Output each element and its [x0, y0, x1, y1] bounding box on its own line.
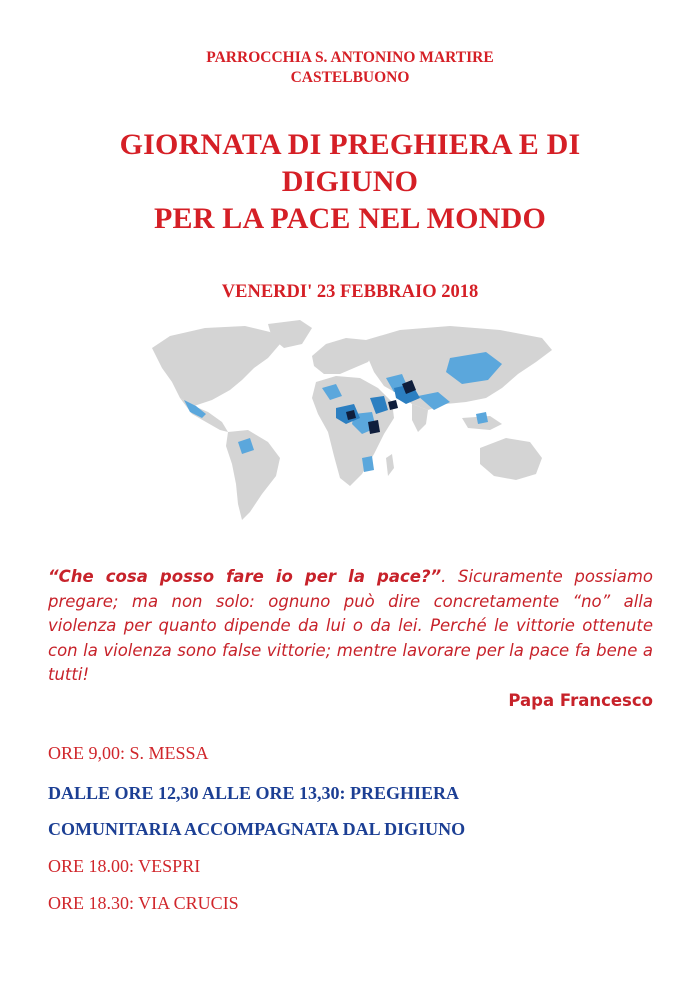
parish-town: CASTELBUONO	[290, 69, 410, 86]
schedule-prayer-line-1: DALLE ORE 12,30 ALLE ORE 13,30: PREGHIERA	[48, 783, 460, 803]
parish-name: PARROCCHIA S. ANTONINO MARTIRE	[206, 49, 494, 66]
event-date: VENERDI' 23 FEBBRAIO 2018	[221, 282, 479, 302]
event-title	[0, 126, 700, 237]
title-line-3: PER LA PACE NEL MONDO	[153, 202, 546, 235]
world-map-icon	[150, 318, 555, 523]
parish-header	[0, 48, 700, 88]
schedule-mass: ORE 9,00: S. MESSA	[48, 743, 209, 763]
pope-quote	[48, 565, 653, 688]
title-line-2: DIGIUNO	[281, 165, 419, 198]
schedule-via-crucis: ORE 18.30: VIA CRUCIS	[48, 893, 239, 913]
title-line-1: GIORNATA DI PREGHIERA E DI	[119, 128, 581, 161]
quote-lead: “Che cosa posso fare io per la pace?”	[48, 567, 442, 586]
quote-author: Papa Francesco	[508, 691, 653, 710]
schedule-prayer-line-2: COMUNITARIA ACCOMPAGNATA DAL DIGIUNO	[48, 819, 466, 839]
quote-body: . Sicuramente possiamo pregare; ma non solo: ognuno può dire concretamente “no” alla violenza per quanto dipende da lui o da lei. Perché le vittorie ottenute con la violenza sono false vittorie; mentre lavorare per la pace fa bene a tutti!	[48, 567, 653, 684]
schedule-vespers: ORE 18.00: VESPRI	[48, 856, 201, 876]
